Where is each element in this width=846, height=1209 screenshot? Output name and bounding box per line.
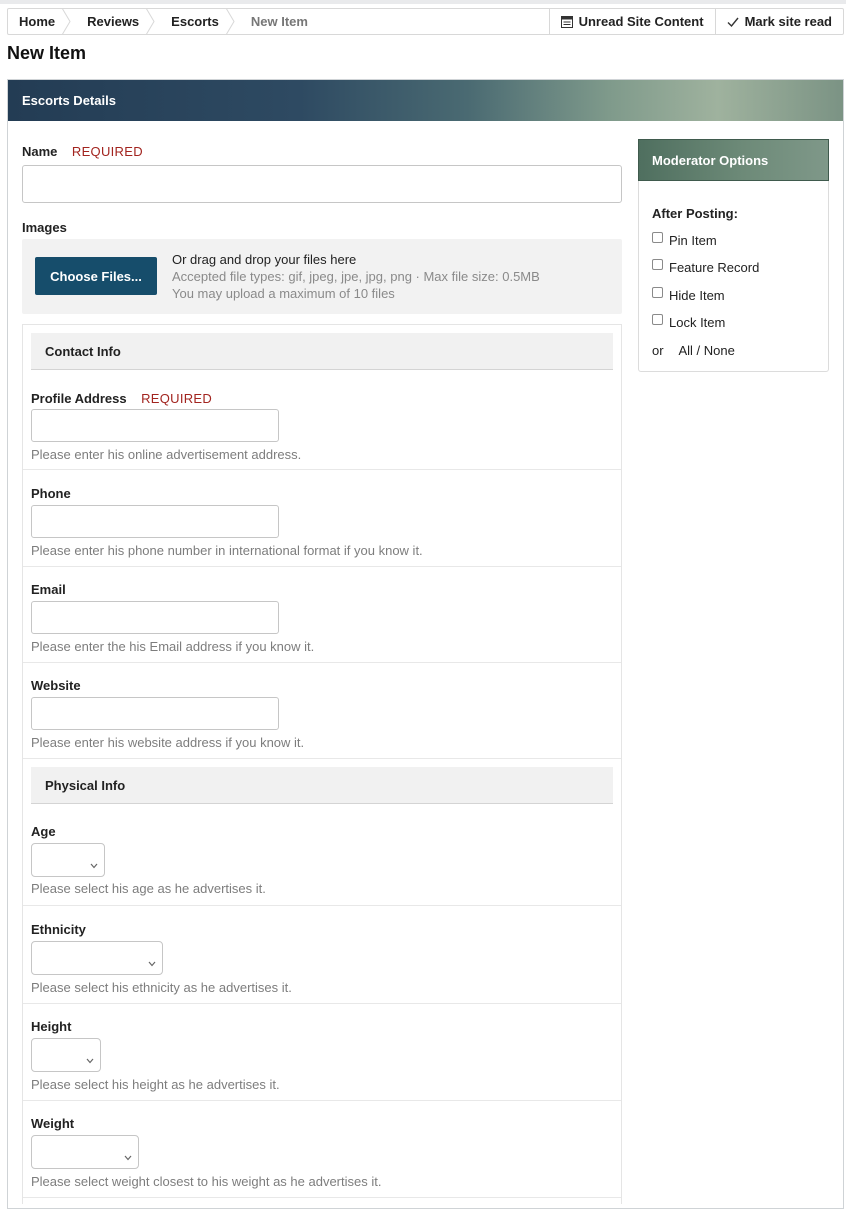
breadcrumb-items <box>8 9 549 34</box>
drag-drop-text: Or drag and drop your files here <box>172 252 357 267</box>
mark-site-read-button[interactable] <box>715 9 843 34</box>
height-label: Height <box>31 1019 72 1034</box>
choose-files-button[interactable]: Choose Files... <box>35 257 157 295</box>
name-field-label <box>22 143 143 161</box>
breadcrumb-home[interactable] <box>8 9 67 34</box>
custom-fields <box>22 324 622 1204</box>
option-label: Feature Record <box>669 260 760 275</box>
option-label: Lock Item <box>669 315 726 330</box>
website-input[interactable] <box>31 697 279 730</box>
profile-address-field-label <box>31 390 212 408</box>
page-title: New Item <box>7 43 87 63</box>
website-row <box>23 663 621 759</box>
max-files-text: You may upload a maximum of 10 files <box>172 286 395 301</box>
images-label: Images <box>22 220 67 235</box>
pin-item-option[interactable] <box>652 233 717 248</box>
weight-hint: Please select weight closest to his weight as he advertises it. <box>31 1174 382 1189</box>
chevron-down-icon <box>148 954 156 972</box>
ethnicity-label: Ethnicity <box>31 922 86 937</box>
breadcrumb-label: Reviews <box>87 14 140 29</box>
email-input[interactable] <box>31 601 279 634</box>
weight-select[interactable] <box>31 1135 139 1169</box>
moderator-options-box <box>638 139 829 372</box>
ethnicity-row <box>23 907 621 1004</box>
unread-content-button[interactable] <box>549 9 715 34</box>
top-strip <box>0 0 846 4</box>
physical-info-heading: Physical Info <box>31 767 613 804</box>
height-row <box>23 1004 621 1101</box>
age-hint: Please select his age as he advertises it. <box>31 881 266 896</box>
age-label: Age <box>31 824 56 839</box>
breadcrumb-escorts[interactable] <box>159 9 231 34</box>
weight-row <box>23 1101 621 1198</box>
breadcrumb-reviews[interactable] <box>75 9 151 34</box>
breadcrumb-label: Escorts <box>171 14 219 29</box>
panel-header: Escorts Details <box>8 80 843 121</box>
age-row <box>23 814 621 906</box>
breadcrumb <box>7 8 844 35</box>
email-label: Email <box>31 582 66 597</box>
phone-hint: Please enter his phone number in international format if you know it. <box>31 543 423 558</box>
chevron-down-icon <box>124 1148 132 1166</box>
ethnicity-select[interactable] <box>31 941 163 975</box>
all-none-link[interactable]: All / None <box>678 343 735 358</box>
name-label: Name <box>22 144 58 159</box>
required-badge: REQUIRED <box>141 391 213 406</box>
chevron-down-icon <box>90 856 98 874</box>
document-list-icon <box>561 16 573 28</box>
profile-address-label: Profile Address <box>31 391 127 406</box>
feature-record-checkbox[interactable] <box>652 259 663 270</box>
breadcrumb-current: New Item <box>250 14 308 29</box>
unread-content-label: Unread Site Content <box>578 14 704 29</box>
option-label: Hide Item <box>669 288 725 303</box>
feature-record-option[interactable] <box>652 260 759 275</box>
breadcrumb-label: Home <box>19 14 56 29</box>
height-hint: Please select his height as he advertises it. <box>31 1077 280 1092</box>
required-badge: REQUIRED <box>71 144 143 159</box>
profile-address-input[interactable] <box>31 409 279 442</box>
escorts-details-panel <box>7 79 844 1209</box>
breadcrumb-separator-icon <box>145 8 157 35</box>
mark-site-read-label: Mark site read <box>744 14 832 29</box>
option-label: Pin Item <box>669 233 717 248</box>
breadcrumb-separator-icon <box>225 8 237 35</box>
hide-item-checkbox[interactable] <box>652 287 663 298</box>
weight-label: Weight <box>31 1116 75 1131</box>
pin-item-checkbox[interactable] <box>652 232 663 243</box>
lock-item-option[interactable] <box>652 315 725 330</box>
checkmark-icon <box>727 16 739 28</box>
or-text: or <box>652 343 664 358</box>
select-all-none <box>652 343 735 358</box>
after-posting-label: After Posting: <box>652 206 738 221</box>
phone-label: Phone <box>31 486 71 501</box>
file-upload-area[interactable] <box>22 239 622 314</box>
phone-row <box>23 471 621 567</box>
website-label: Website <box>31 678 81 693</box>
email-row <box>23 567 621 663</box>
chevron-down-icon <box>86 1051 94 1069</box>
breadcrumb-actions <box>549 9 843 34</box>
breadcrumb-separator-icon <box>61 8 73 35</box>
ethnicity-hint: Please select his ethnicity as he advertises it. <box>31 980 292 995</box>
accepted-types-text: Accepted file types: gif, jpeg, jpe, jpg, png · Max file size: 0.5MB <box>172 269 540 284</box>
profile-address-hint: Please enter his online advertisement address. <box>31 447 302 462</box>
lock-item-checkbox[interactable] <box>652 314 663 325</box>
height-select[interactable] <box>31 1038 101 1072</box>
contact-info-heading: Contact Info <box>31 333 613 370</box>
email-hint: Please enter the his Email address if you know it. <box>31 639 315 654</box>
profile-address-row <box>23 380 621 470</box>
phone-input[interactable] <box>31 505 279 538</box>
upload-info <box>172 251 540 302</box>
moderator-options-heading: Moderator Options <box>638 139 829 181</box>
name-input[interactable] <box>22 165 622 203</box>
hide-item-option[interactable] <box>652 288 725 303</box>
age-select[interactable] <box>31 843 105 877</box>
website-hint: Please enter his website address if you know it. <box>31 735 305 750</box>
